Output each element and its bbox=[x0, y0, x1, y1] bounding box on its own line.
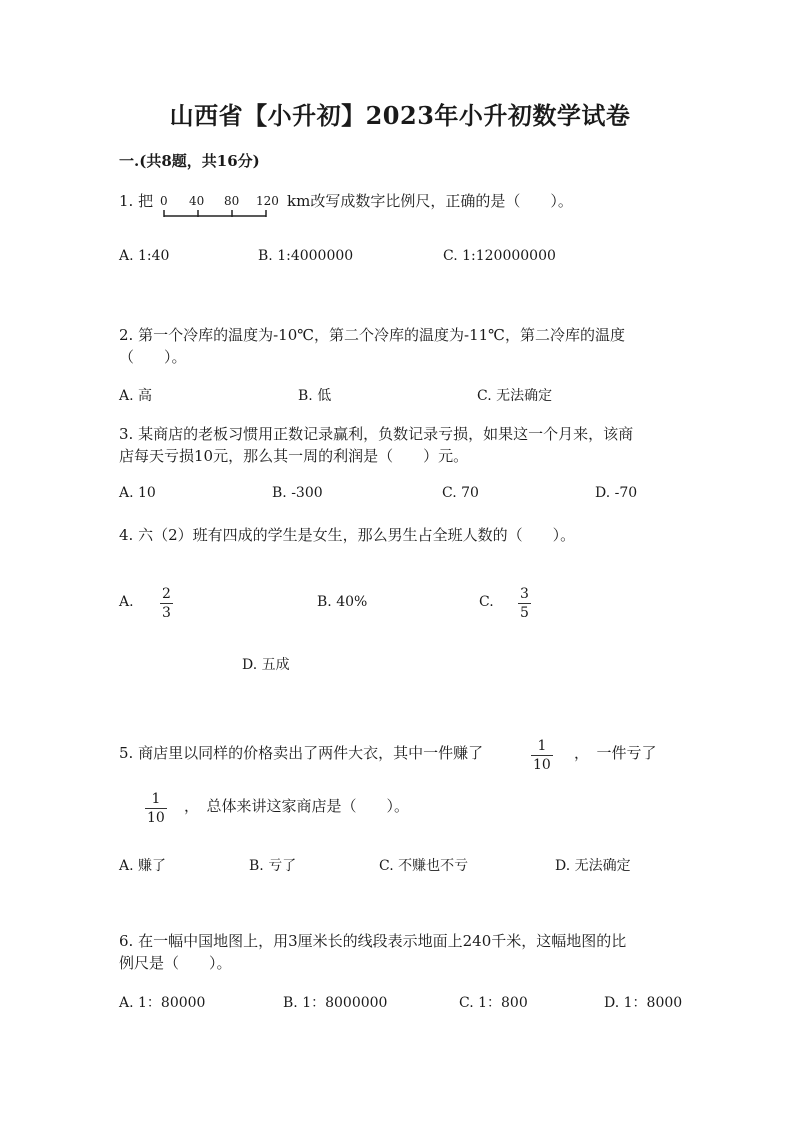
question-4-line1: 4. 六（2）班有四成的学生是女生，那么男生占全班人数的（ ）。 bbox=[119, 526, 576, 544]
q6-option-c[interactable]: C. 1：800 bbox=[459, 995, 528, 1011]
q5-option-b[interactable]: B. 亏了 bbox=[249, 858, 297, 874]
q2-option-c[interactable]: C. 无法确定 bbox=[477, 388, 553, 404]
q4-option-d[interactable]: D. 五成 bbox=[242, 657, 290, 673]
q4-option-c-label[interactable]: C. bbox=[479, 594, 494, 610]
scale-label-0: 0 bbox=[160, 194, 168, 208]
question-2-line1: 2. 第一个冷库的温度为-10℃，第二个冷库的温度为-11℃，第二冷库的温度 bbox=[119, 326, 625, 344]
q3-option-c[interactable]: C. 70 bbox=[442, 485, 479, 501]
q5-option-a[interactable]: A. 赚了 bbox=[119, 858, 167, 874]
q6-option-b[interactable]: B. 1：8000000 bbox=[283, 995, 388, 1011]
scale-label-40: 40 bbox=[189, 194, 205, 208]
fraction-numerator: 3 bbox=[520, 586, 529, 602]
question-5-line2: ， 总体来讲这家商店是（ ）。 bbox=[184, 797, 410, 815]
question-3-line2: 店每天亏损10元，那么其一周的利润是（ ）元。 bbox=[119, 447, 469, 465]
section-header: 一.(共8题，共16分) bbox=[119, 152, 260, 170]
q3-option-b[interactable]: B. -300 bbox=[272, 485, 323, 501]
q1-option-c[interactable]: C. 1:120000000 bbox=[443, 248, 556, 264]
fraction-bar bbox=[145, 808, 167, 809]
scale-label-80: 80 bbox=[224, 194, 240, 208]
q5-fraction-loss bbox=[145, 791, 167, 826]
question-6-line1: 6. 在一幅中国地图上，用3厘米长的线段表示地面上240千米，这幅地图的比 bbox=[119, 932, 627, 950]
scale-bar-line bbox=[158, 194, 282, 224]
fraction-numerator: 2 bbox=[162, 586, 171, 602]
q5-fraction-gain bbox=[531, 738, 553, 773]
page-title: 山西省【小升初】2023年小升初数学试卷 bbox=[169, 101, 631, 130]
scale-bar-figure bbox=[158, 194, 282, 224]
scale-label-120: 120 bbox=[256, 194, 279, 208]
fraction-numerator: 1 bbox=[537, 738, 547, 754]
q6-option-d[interactable]: D. 1：8000 bbox=[604, 995, 683, 1011]
fraction-numerator: 1 bbox=[151, 791, 161, 807]
q6-option-a[interactable]: A. 1：80000 bbox=[119, 995, 206, 1011]
question-5-line1-part1: 5. 商店里以同样的价格卖出了两件大衣，其中一件赚了 bbox=[119, 744, 484, 762]
q4-option-c-fraction[interactable] bbox=[518, 586, 531, 621]
q4-option-b[interactable]: B. 40% bbox=[317, 594, 368, 610]
question-5-line1-part2: ， 一件亏了 bbox=[574, 744, 657, 762]
fraction-bar bbox=[160, 603, 173, 604]
q4-option-a-label[interactable]: A. bbox=[119, 594, 134, 610]
q2-option-b[interactable]: B. 低 bbox=[298, 388, 332, 404]
question-6-line2: 例尺是（ ）。 bbox=[119, 954, 232, 972]
fraction-bar bbox=[531, 755, 553, 756]
fraction-denominator: 5 bbox=[520, 605, 529, 621]
fraction-denominator: 10 bbox=[533, 757, 551, 773]
q1-option-b[interactable]: B. 1:4000000 bbox=[258, 248, 354, 264]
q1-option-a[interactable]: A. 1:40 bbox=[119, 248, 170, 264]
q3-option-d[interactable]: D. -70 bbox=[595, 485, 638, 501]
question-1-prefix: 1. 把 bbox=[119, 192, 154, 210]
q5-option-d[interactable]: D. 无法确定 bbox=[555, 858, 631, 874]
fraction-bar bbox=[518, 603, 531, 604]
question-2-line2: （ ）。 bbox=[119, 348, 187, 366]
question-3-line1: 3. 某商店的老板习惯用正数记录赢利，负数记录亏损，如果这一个月来，该商 bbox=[119, 425, 634, 443]
q5-option-c[interactable]: C. 不赚也不亏 bbox=[379, 858, 469, 874]
fraction-denominator: 10 bbox=[147, 810, 165, 826]
question-1-suffix: km改写成数字比例尺，正确的是（ ）。 bbox=[287, 192, 573, 210]
q2-option-a[interactable]: A. 高 bbox=[119, 388, 153, 404]
fraction-denominator: 3 bbox=[162, 605, 171, 621]
q4-option-a-fraction[interactable] bbox=[160, 586, 173, 621]
q3-option-a[interactable]: A. 10 bbox=[119, 485, 156, 501]
